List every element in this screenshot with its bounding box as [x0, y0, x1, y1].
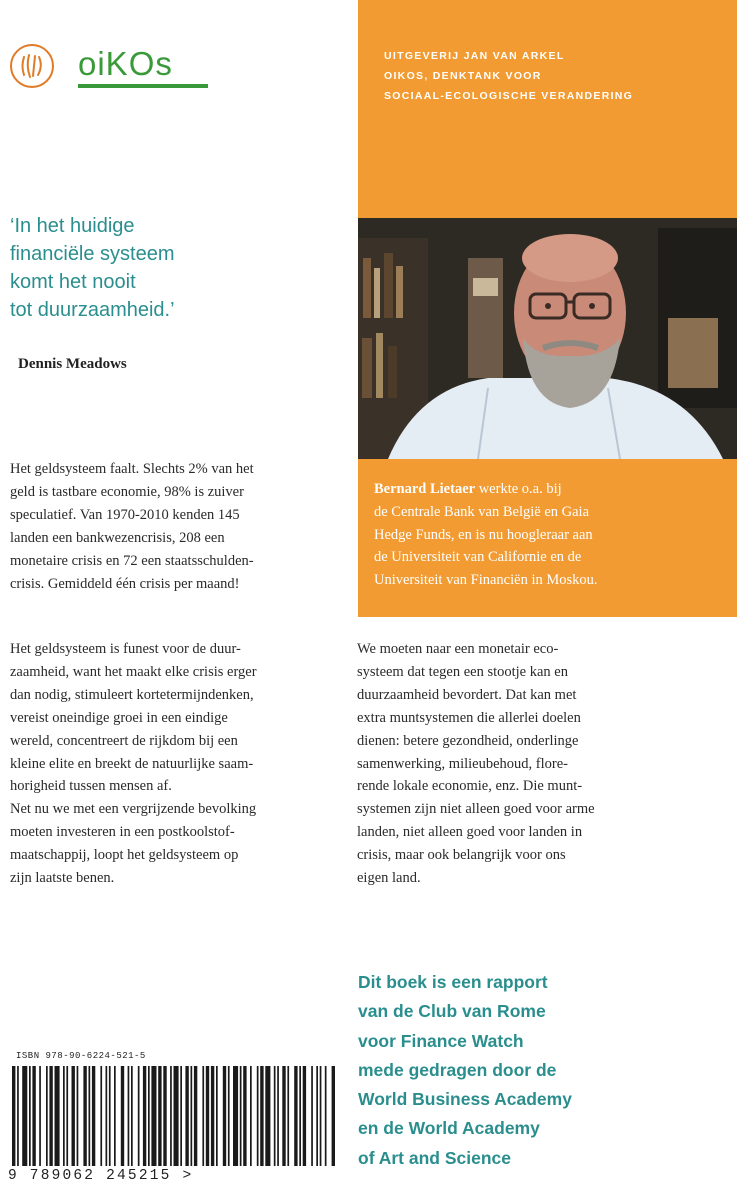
text-line: We moeten naar een monetair eco- — [357, 641, 559, 657]
quote-line: ‘In het huidige — [10, 215, 135, 237]
publisher-panel — [358, 0, 737, 218]
oikos-underline — [78, 84, 208, 88]
publisher-line: OIKOS, DENKTANK VOOR — [384, 70, 542, 82]
author-portrait-image — [358, 218, 737, 459]
text-line: speculatief. Van 1970-2010 kenden 145 — [10, 506, 240, 523]
text-line: zijn laatste benen. — [10, 870, 115, 887]
report-line: van de Club van Rome — [358, 1001, 546, 1022]
barcode-digits — [8, 1168, 193, 1184]
text-line: rende lokale economie, enz. Die munt- — [357, 778, 583, 795]
text-line: extra muntsystemen die allerlei doelen — [357, 709, 581, 726]
text-line: moeten investeren in een postkoolstof- — [10, 824, 235, 841]
text-line: dienen: betere gezondheid, onderlinge — [357, 732, 579, 749]
quote-line: komt het nooit — [10, 271, 136, 293]
isbn-label: ISBN 978-90-6224-521-5 — [16, 1051, 146, 1061]
text-line: systemen zijn niet alleen goed voor arme — [357, 801, 595, 818]
bio-line: Hedge Funds, en is nu hoogleraar aan — [374, 526, 593, 543]
report-line: en de World Academy — [358, 1118, 540, 1139]
author-photo — [358, 218, 737, 459]
paragraph-right — [357, 638, 729, 890]
oikos-wordmark: oiKOs — [78, 45, 173, 82]
report-line: World Business Academy — [358, 1089, 572, 1110]
quote-author: Dennis Meadows — [18, 356, 127, 372]
report-statement — [358, 968, 730, 1173]
text-line: eigen land. — [357, 870, 421, 887]
quote-line: tot duurzaamheid.’ — [10, 299, 175, 321]
text-line: duurzaamheid bevordert. Dat kan met — [357, 686, 577, 703]
text-line: zaamheid, want het maakt elke crisis erger — [10, 663, 257, 680]
author-bio — [374, 478, 726, 592]
report-line: Dit boek is een rapport — [358, 972, 548, 992]
text-line: landen een bankwezencrisis, 208 een — [10, 529, 225, 546]
oikos-logo — [78, 46, 214, 92]
bio-line — [374, 478, 726, 501]
pull-quote — [10, 212, 340, 324]
text-line: dan nodig, stimuleert kortetermijndenken, — [10, 686, 254, 703]
text-line: geld is tastbare economie, 98% is zuiver — [10, 483, 244, 500]
text-line: landen, niet alleen goed voor landen in — [357, 824, 583, 841]
publisher-line: UITGEVERIJ JAN VAN ARKEL — [384, 50, 565, 62]
text-line: wereld, concentreert de rijkdom bij een — [10, 732, 238, 749]
text-line: maatschappij, loopt het geldsysteem op — [10, 847, 239, 864]
bio-line: Universiteit van Financiën in Moskou. — [374, 572, 598, 589]
text-line: crisis, maar ook belangrijk voor ons — [357, 847, 566, 864]
text-line: Net nu we met een vergrijzende bevolking — [10, 801, 257, 818]
bio-first-line-rest: werkte o.a. bij — [475, 481, 562, 497]
paragraph-intro — [10, 458, 345, 595]
barcode-image — [10, 1066, 340, 1176]
report-line: voor Finance Watch — [358, 1030, 524, 1051]
text-line: horigheid tussen mensen af. — [10, 778, 172, 795]
text-line: monetaire crisis en 72 een staatsschulden- — [10, 552, 254, 569]
bio-line: de Centrale Bank van België en Gaia — [374, 503, 590, 520]
report-line: mede gedragen door de — [358, 1059, 557, 1080]
text-line: vereist oneindige groei in een eindige — [10, 709, 228, 726]
publisher-text — [384, 46, 724, 106]
jan-van-arkel-logo — [10, 44, 54, 88]
text-line: systeem dat tegen een stootje kan en — [357, 663, 568, 680]
text-line: crisis. Gemiddeld één crisis per maand! — [10, 575, 240, 592]
text-line: samenwerking, milieubehoud, flore- — [357, 755, 568, 772]
author-name: Bernard Lietaer — [374, 481, 476, 497]
quote-line: financiële systeem — [10, 243, 175, 265]
paragraph-left — [10, 638, 345, 890]
text-line: Het geldsysteem faalt. Slechts 2% van het — [10, 461, 254, 477]
text-line: kleine elite en breekt de natuurlijke saam- — [10, 755, 254, 772]
text-line: Het geldsysteem is funest voor de duur- — [10, 641, 241, 657]
barcode-arrow-icon: > — [182, 1168, 194, 1184]
bio-line: de Universiteit van Californie en de — [374, 549, 582, 566]
report-line: of Art and Science — [358, 1147, 511, 1168]
jva-logo-icon — [15, 49, 49, 83]
publisher-line: SOCIAAL-ECOLOGISCHE VERANDERING — [384, 90, 634, 102]
barcode-number: 9 789062 245215 — [8, 1168, 172, 1184]
